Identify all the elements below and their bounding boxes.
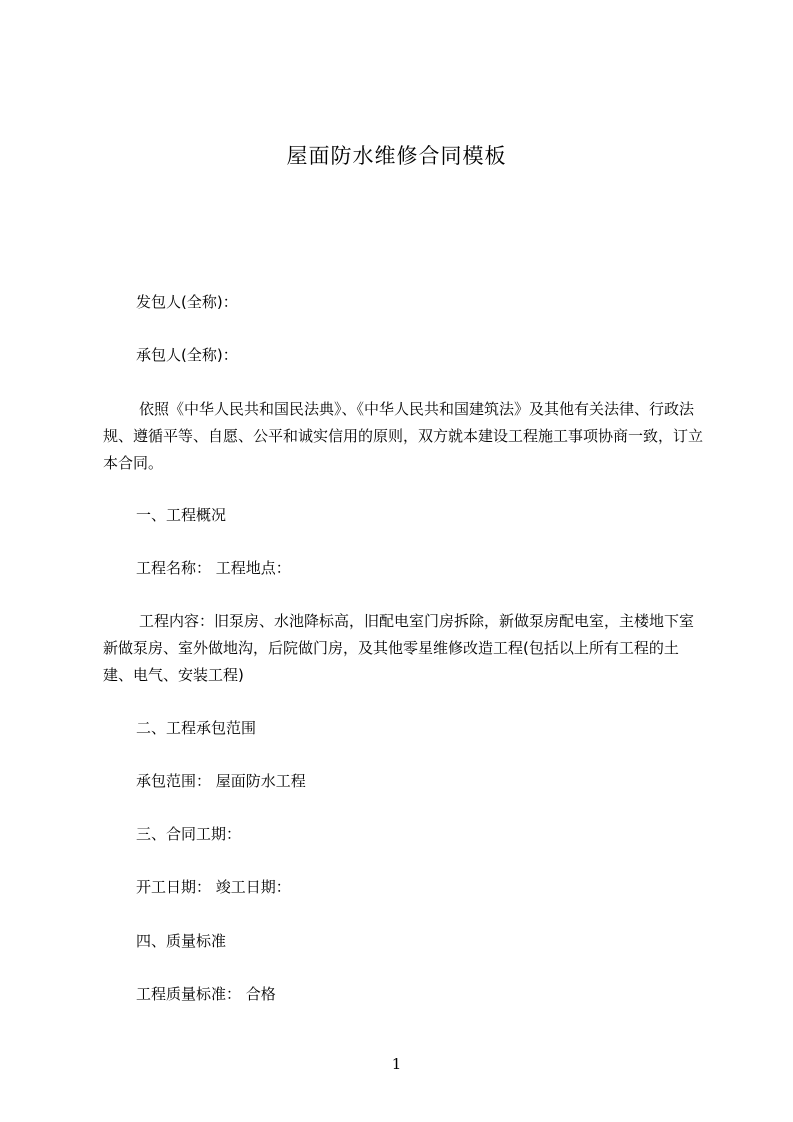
project-name-location: 工程名称： 工程地点： bbox=[136, 559, 291, 577]
project-content-text: 工程内容：旧泵房、水池降标高，旧配电室门房拆除，新做泵房配电室，主楼地下室新做泵房、室外做地沟，后院做门房，及其他零星维修改造工程(包括以上所有工程的土建、电气、安装工程) bbox=[103, 612, 695, 684]
employer-label: 发包人(全称)： bbox=[136, 293, 238, 311]
preamble-paragraph bbox=[103, 396, 703, 477]
document-title: 屋面防水维修合同模板 bbox=[286, 144, 507, 168]
project-content-paragraph bbox=[103, 608, 703, 689]
scope-line: 承包范围： 屋面防水工程 bbox=[136, 772, 306, 790]
quality-line: 工程质量标准： 合格 bbox=[136, 985, 276, 1003]
preamble-text: 依照《中华人民共和国民法典》、《中华人民共和国建筑法》及其他有关法律、行政法规、遵循平等、自愿、公平和诚实信用的原则，双方就本建设工程施工事项协商一致，订立本合同。 bbox=[103, 400, 704, 472]
section1-heading: 一、工程概况 bbox=[136, 506, 227, 524]
dates-line: 开工日期： 竣工日期： bbox=[136, 878, 291, 896]
section3-heading: 三、合同工期： bbox=[136, 825, 242, 843]
page-number: 1 bbox=[391, 1055, 402, 1073]
section2-heading: 二、工程承包范围 bbox=[136, 719, 257, 737]
section4-heading: 四、质量标准 bbox=[136, 932, 227, 950]
contractor-label: 承包人(全称)： bbox=[136, 346, 238, 364]
